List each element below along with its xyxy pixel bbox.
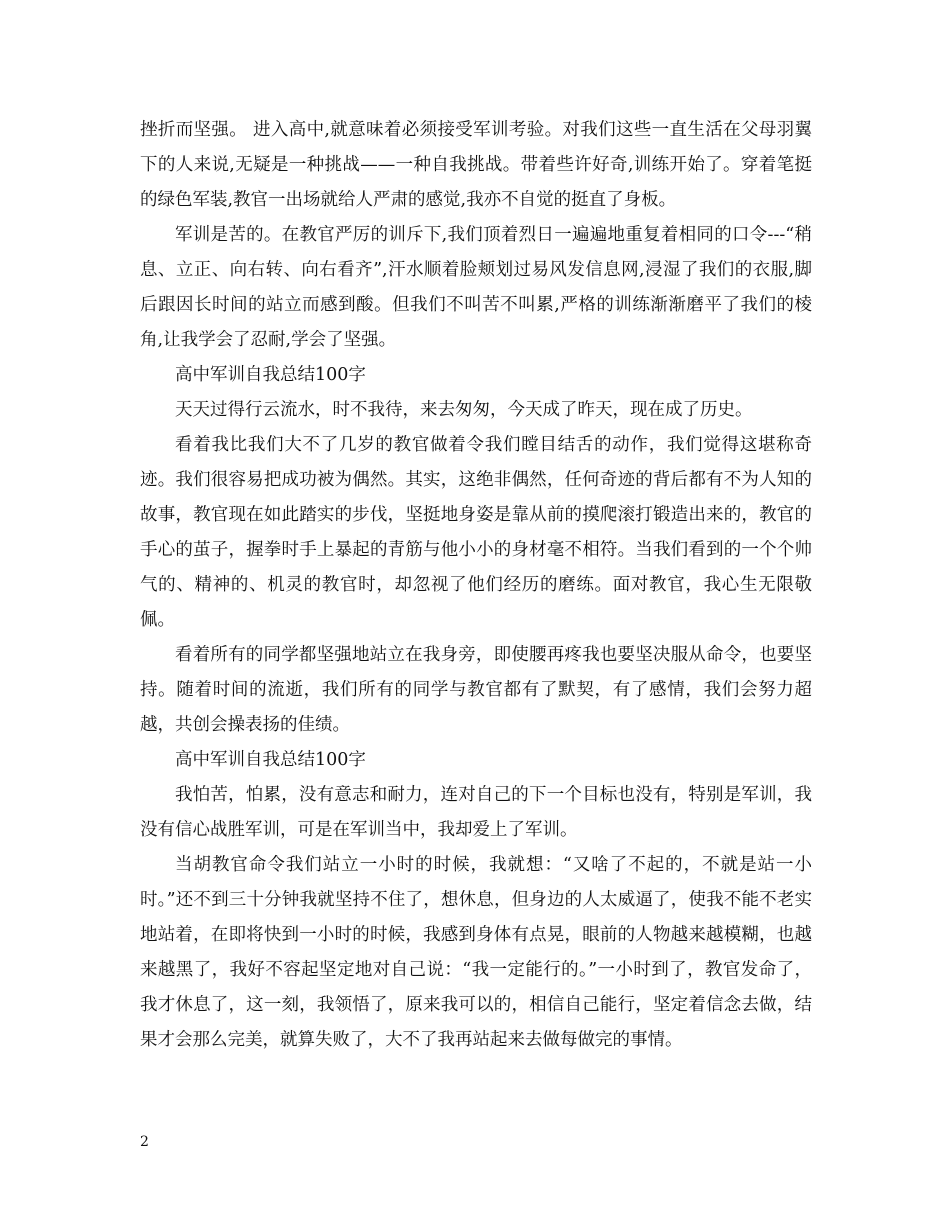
paragraph-2: 军训是苦的。在教官严厉的训斥下,我们顶着烈日一遍遍地重复着相同的口令---“稍息、立正、向右转、向右看齐”,汗水顺着脸颊划过易风发信息网,浸湿了我们的衣服,脚后跟因长时间的站立而感到酸。但我们不叫苦不叫累,严格的训练渐渐磨平了我们的棱角,让我学会了忍耐,学会了坚强。 bbox=[140, 225, 812, 350]
paragraph-4: 看着我比我们大不了几岁的教官做着令我们瞠目结舌的动作，我们觉得这堪称奇迹。我们很容易把成功被为偶然。其实，这绝非偶然，任何奇迹的背后都有不为人知的故事，教官现在如此踏实的步伐，坚挺地身姿是靠从前的摸爬滚打锻造出来的，教官的手心的茧子，握拳时手上暴起的青筋与他小小的身材毫不相符。当我们看到的一个个帅气的、精神的、机灵的教官时，却忽视了他们经历的磨练。面对教官，我心生无限敬佩。 bbox=[140, 435, 812, 630]
section-heading-2: 高中军训自我总结100字 bbox=[175, 750, 366, 770]
page-number: 2 bbox=[140, 1134, 149, 1150]
paragraph-7: 当胡教官命令我们站立一小时的时候，我就想：“又啥了不起的，不就是站一小时。”还不到三十分钟我就坚持不住了，想休息，但身边的人太威逼了，使我不能不老实地站着，在即将快到一小时的时候，我感到身体有点晃，眼前的人物越来越模糊，也越来越黑了，我好不容起坚定地对自己说：“我一定能行的。”一小时到了，教官发命了，我才休息了，这一刻，我领悟了，原来我可以的，相信自己能行，坚定着信念去做，结果才会那么完美，就算失败了，大不了我再站起来去做每做完的事情。 bbox=[140, 855, 812, 1050]
paragraph-5: 看着所有的同学都坚强地站立在我身旁，即使腰再疼我也要坚决服从命令，也要坚持。随着时间的流逝，我们所有的同学与教官都有了默契，有了感情，我们会努力超越，共创会操表扬的佳绩。 bbox=[140, 645, 812, 735]
body-text bbox=[140, 113, 812, 1058]
section-heading-1: 高中军训自我总结100字 bbox=[175, 365, 366, 385]
paragraph-1: 挫折而坚强。 进入高中,就意味着必须接受军训考验。对我们这些一直生活在父母羽翼下的人来说,无疑是一种挑战——一种自我挑战。带着些许好奇,训练开始了。穿着笔挺的绿色军装,教官一出场就给人严肃的感觉,我亦不自觉的挺直了身板。 bbox=[140, 120, 812, 210]
paragraph-6: 我怕苦，怕累，没有意志和耐力，连对自己的下一个目标也没有，特别是军训，我没有信心战胜军训，可是在军训当中，我却爱上了军训。 bbox=[140, 785, 812, 840]
paragraph-3: 天天过得行云流水，时不我待，来去匆匆，今天成了昨天，现在成了历史。 bbox=[175, 400, 753, 420]
